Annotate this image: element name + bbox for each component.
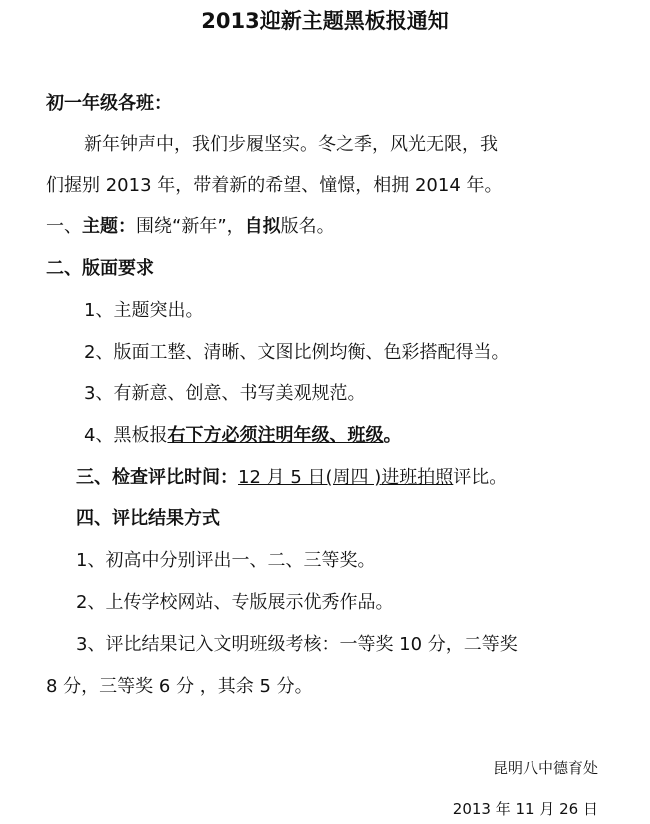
result-item-3-line-2: 8 分，三等奖 6 分 ，其余 5 分。 [46, 676, 313, 697]
greeting: 初一年级各班： [46, 93, 172, 114]
layout-item-4-suffix: 。 [383, 425, 402, 446]
section-layout-heading: 二、版面要求 [46, 258, 154, 279]
intro-line-2: 们握别 2013 年，带着新的希望、憧憬，相拥 2014 年。 [46, 175, 503, 196]
check-time-label: 三、检查评比时间： [76, 467, 238, 488]
result-item-2: 2、上传学校网站、专版展示优秀作品。 [76, 592, 394, 613]
intro-line-1: 新年钟声中，我们步履坚实。冬之季，风光无限，我 [84, 134, 498, 155]
result-item-3-line-1: 3、评比结果记入文明班级考核：一等奖 10 分，二等奖 [76, 634, 518, 655]
layout-item-1: 1、主题突出。 [84, 300, 204, 321]
section-theme-colon: ： [118, 216, 136, 237]
section-theme-label: 主题 [82, 216, 118, 237]
document-title: 2013迎新主题黑板报通知 [201, 9, 449, 33]
section-check-time [76, 465, 507, 491]
check-time-end: 评比。 [453, 467, 508, 488]
check-time-date: 12 月 5 日(周四 ) [238, 467, 382, 488]
check-time-method: 进班拍照 [381, 467, 454, 488]
section-theme-text-bold: 自拟 [244, 216, 281, 237]
section-theme-text-a: 围绕“新年”， [136, 216, 245, 237]
layout-item-3: 3、有新意、创意、书写美观规范。 [84, 383, 366, 404]
layout-item-4 [84, 423, 401, 449]
layout-item-4-emphasis: 右下方必须注明年级、班级 [167, 425, 384, 446]
section-theme-text-b: 版名。 [280, 216, 335, 237]
layout-item-2: 2、版面工整、清晰、文图比例均衡、色彩搭配得当。 [84, 342, 510, 363]
section-theme-number: 一、 [46, 216, 82, 237]
result-item-1: 1、初高中分别评出一、二、三等奖。 [76, 550, 376, 571]
signature-date: 2013 年 11 月 26 日 [452, 800, 598, 818]
section-result-heading: 四、评比结果方式 [76, 508, 220, 529]
layout-item-4-prefix: 4、黑板报 [84, 425, 168, 446]
signature-org: 昆明八中德育处 [492, 759, 598, 777]
section-theme [46, 214, 335, 240]
